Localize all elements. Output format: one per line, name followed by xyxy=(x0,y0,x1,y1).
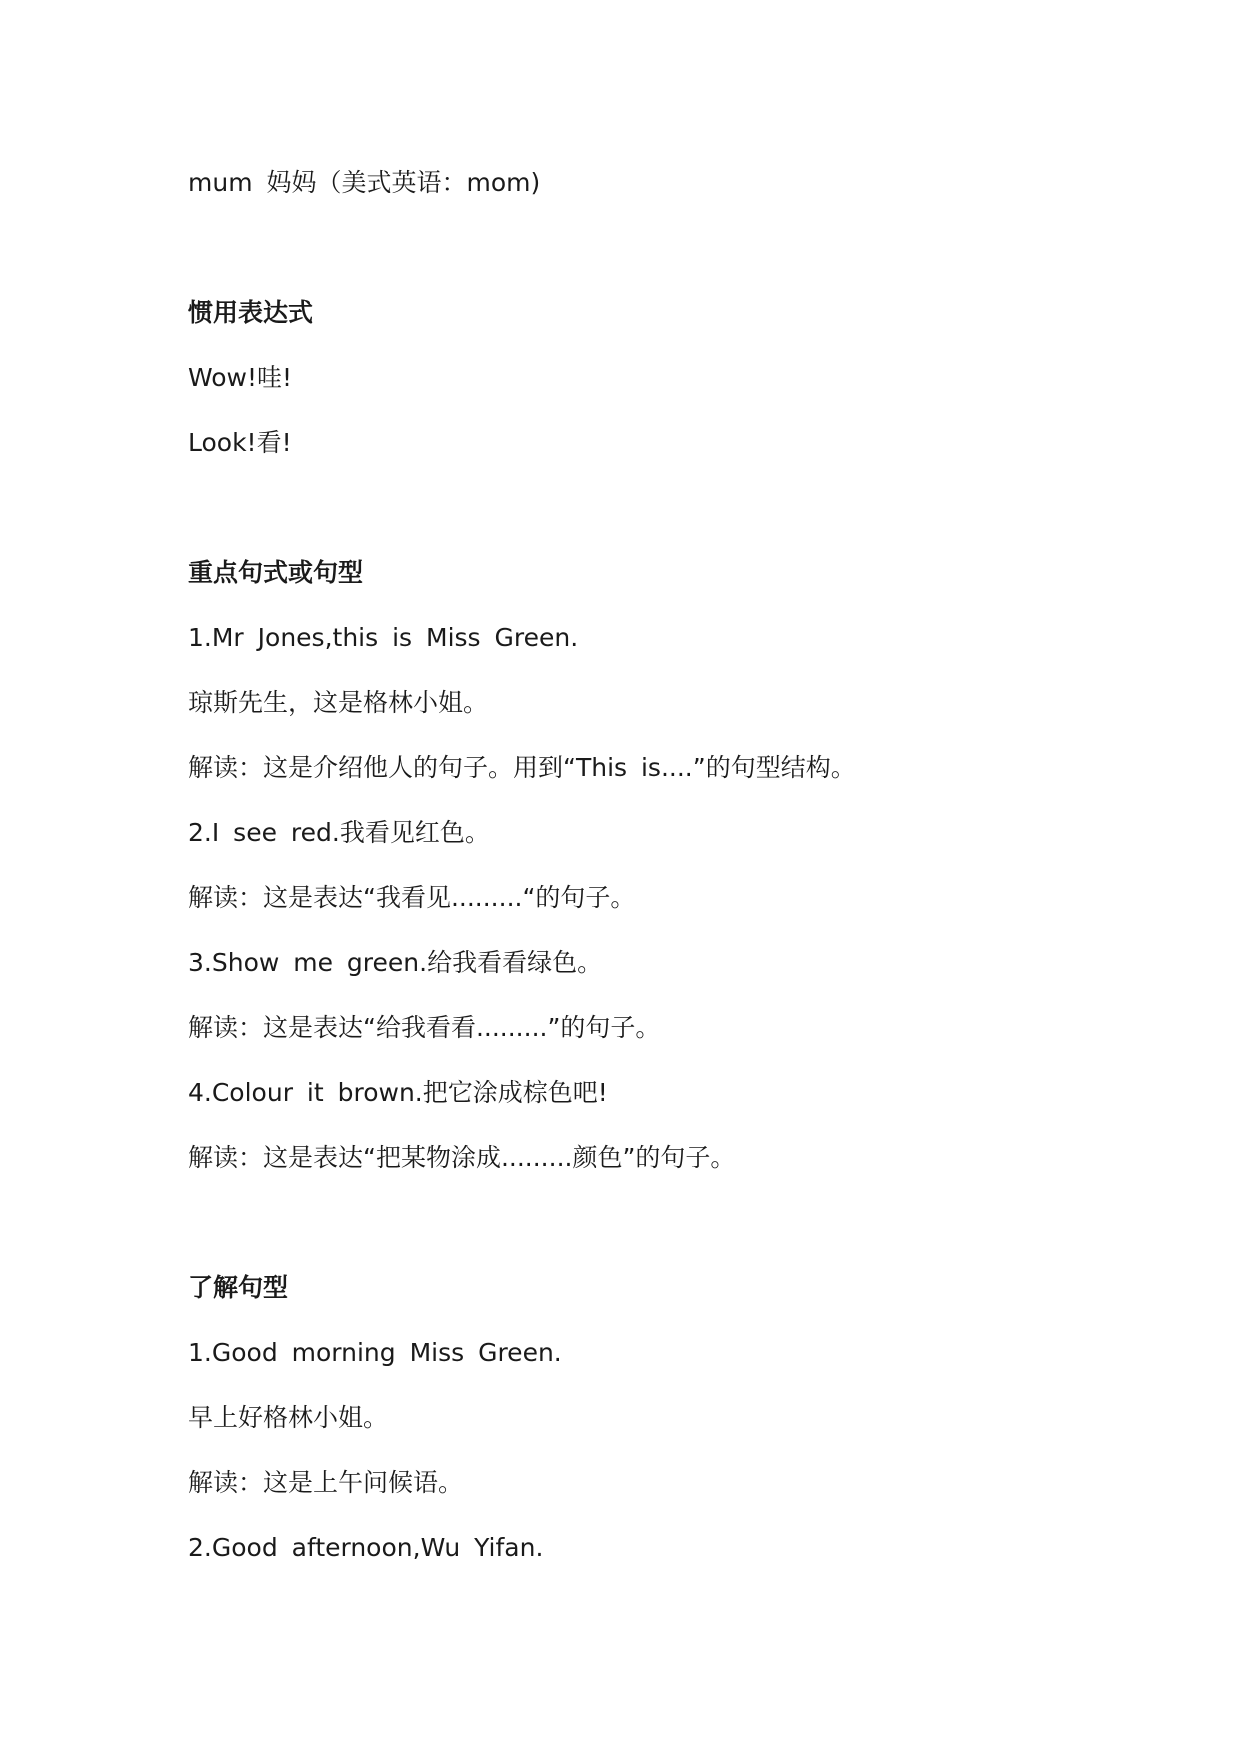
expression-line: Look!看! xyxy=(188,428,292,457)
sentence-line: 解读：这是表达“我看见.........“的句子。 xyxy=(188,883,636,912)
section-heading-understand-patterns: 了解句型 xyxy=(188,1273,289,1302)
sentence-line: 解读：这是介绍他人的句子。用到“This is....”的句型结构。 xyxy=(188,753,856,782)
pattern-line: 1.Good morning Miss Green. xyxy=(188,1338,562,1367)
vocab-line-mum: mum 妈妈（美式英语：mom) xyxy=(188,168,541,197)
sentence-line: 解读：这是表达“给我看看.........”的句子。 xyxy=(188,1013,661,1042)
sentence-line: 3.Show me green.给我看看绿色。 xyxy=(188,948,603,977)
section-heading-key-sentences: 重点句式或句型 xyxy=(188,558,364,587)
sentence-line: 解读：这是表达“把某物涂成.........颜色”的句子。 xyxy=(188,1143,736,1172)
pattern-line: 2.Good afternoon,Wu Yifan. xyxy=(188,1533,544,1562)
section-heading-expressions: 惯用表达式 xyxy=(188,298,314,327)
sentence-line: 4.Colour it brown.把它涂成棕色吧! xyxy=(188,1078,608,1107)
sentence-line: 2.I see red.我看见红色。 xyxy=(188,818,490,847)
expression-line: Wow!哇! xyxy=(188,363,293,392)
pattern-line: 解读：这是上午问候语。 xyxy=(188,1468,464,1497)
pattern-line: 早上好格林小姐。 xyxy=(188,1403,389,1432)
sentence-line: 1.Mr Jones,this is Miss Green. xyxy=(188,623,579,652)
sentence-line: 琼斯先生，这是格林小姐。 xyxy=(188,688,489,717)
